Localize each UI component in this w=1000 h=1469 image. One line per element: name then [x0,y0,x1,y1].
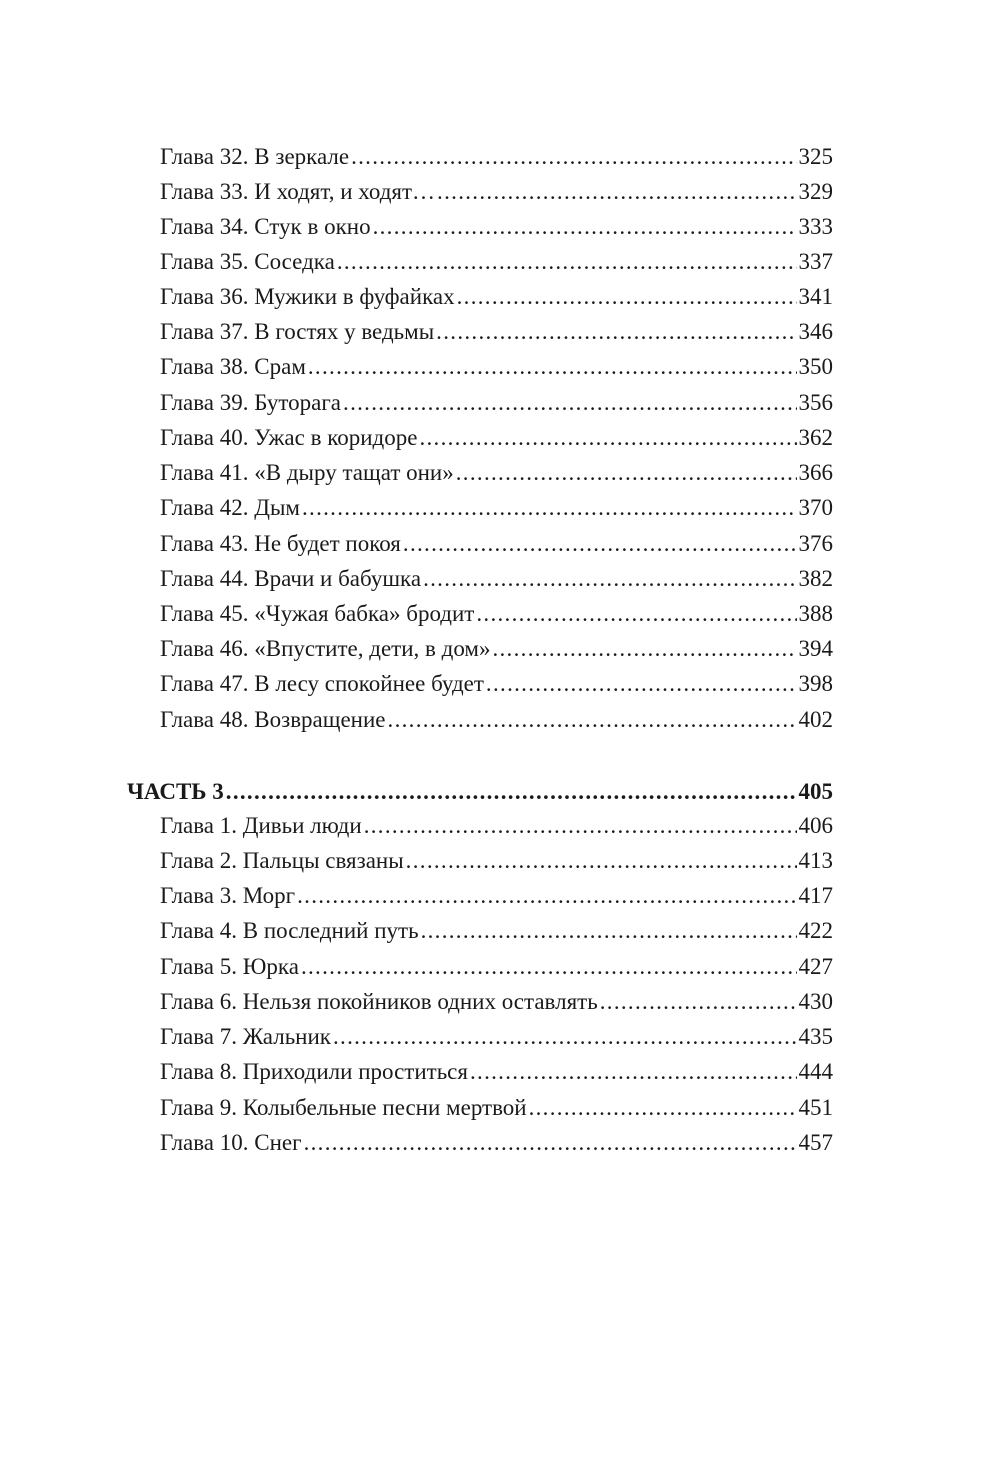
dot-leader [406,845,797,877]
page-number: 398 [798,671,833,696]
chapter-title: Глава 48. Возвращение [160,707,386,732]
chapter-title: Глава 6. Нельзя покойников одних оставлять [160,989,598,1014]
toc-entry-part3-chapter-9[interactable] [160,1092,833,1124]
dot-leader [457,281,797,313]
page-number: 346 [798,319,833,344]
page-number: 430 [798,989,833,1014]
dot-leader [421,915,797,947]
page-number: 356 [798,390,833,415]
dot-leader [403,528,797,560]
chapter-title: Глава 34. Стук в окно [160,214,371,239]
page-number: 405 [798,779,833,804]
chapter-title: Глава 42. Дым [160,495,300,520]
toc-entry-part-3[interactable] [127,776,833,808]
dot-leader [492,633,796,665]
chapter-title: Глава 33. И ходят, и ходят… [160,179,436,204]
toc-entry-part3-chapter-5[interactable] [160,951,833,983]
dot-leader [423,563,796,595]
chapter-title: Глава 5. Юрка [160,954,299,979]
dot-leader [486,668,797,700]
part-title: ЧАСТЬ 3 [127,779,224,804]
chapter-title: Глава 45. «Чужая бабка» бродит [160,601,475,626]
dot-leader [419,422,796,454]
page-number: 388 [798,601,833,626]
toc-entry-part3-chapter-1[interactable] [160,810,833,842]
page-number: 329 [798,179,833,204]
dot-leader [600,986,797,1018]
page-number: 350 [798,354,833,379]
dot-leader [373,211,797,243]
chapter-title: Глава 43. Не будет покоя [160,531,401,556]
page-number: 444 [798,1059,833,1084]
page-number: 362 [798,425,833,450]
dot-leader [364,810,797,842]
toc-entry-part3-chapter-8[interactable] [160,1056,833,1088]
chapter-title: Глава 8. Приходили проститься [160,1059,468,1084]
dot-leader [302,492,797,524]
dot-leader [351,141,796,173]
chapter-title: Глава 38. Срам [160,354,306,379]
toc-entry-part3-chapter-3[interactable] [160,880,833,912]
dot-leader [308,351,797,383]
toc-entry-chapter-38[interactable] [160,351,833,383]
toc-entry-chapter-48[interactable] [160,704,833,736]
dot-leader [388,704,797,736]
dot-leader [456,457,797,489]
page-number: 406 [798,813,833,838]
dot-leader [304,1127,797,1159]
chapter-title: Глава 36. Мужики в фуфайках [160,284,455,309]
page-number: 376 [798,531,833,556]
toc-entry-part3-chapter-10[interactable] [160,1127,833,1159]
toc-entry-chapter-47[interactable] [160,668,833,700]
toc-entry-chapter-43[interactable] [160,528,833,560]
dot-leader [476,598,796,630]
toc-entry-chapter-40[interactable] [160,422,833,454]
toc-entry-chapter-35[interactable] [160,246,833,278]
page-number: 325 [798,144,833,169]
page-number: 394 [798,636,833,661]
page-number: 427 [798,954,833,979]
chapter-title: Глава 35. Соседка [160,249,335,274]
chapter-title: Глава 32. В зеркале [160,144,350,169]
dot-leader [301,951,797,983]
page-number: 382 [798,566,833,591]
chapter-title: Глава 3. Морг [160,883,296,908]
toc-entry-chapter-45[interactable] [160,598,833,630]
page-number: 413 [798,848,833,873]
chapter-title: Глава 46. «Впустите, дети, в дом» [160,636,491,661]
page-number: 417 [798,883,833,908]
toc-entry-part3-chapter-7[interactable] [160,1021,833,1053]
toc-entry-part3-chapter-2[interactable] [160,845,833,877]
toc-entry-part3-chapter-6[interactable] [160,986,833,1018]
toc-entry-chapter-41[interactable] [160,457,833,489]
toc-entry-chapter-34[interactable] [160,211,833,243]
chapter-title: Глава 1. Дивьи люди [160,813,362,838]
dot-leader [226,776,797,808]
page-number: 422 [798,918,833,943]
chapter-title: Глава 10. Снег [160,1130,302,1155]
toc-entry-chapter-37[interactable] [160,316,833,348]
toc-entry-part3-chapter-4[interactable] [160,915,833,947]
chapter-title: Глава 7. Жальник [160,1024,331,1049]
dot-leader [333,1021,797,1053]
chapter-title: Глава 37. В гостях у ведьмы [160,319,435,344]
toc-entry-chapter-32[interactable] [160,141,833,173]
toc-entry-chapter-39[interactable] [160,387,833,419]
page-number: 451 [798,1095,833,1120]
dot-leader [529,1092,797,1124]
toc-entry-chapter-46[interactable] [160,633,833,665]
toc-entry-chapter-42[interactable] [160,492,833,524]
chapter-title: Глава 41. «В дыру тащат они» [160,460,454,485]
toc-entry-chapter-44[interactable] [160,563,833,595]
chapter-title: Глава 39. Буторага [160,390,342,415]
toc-entry-chapter-36[interactable] [160,281,833,313]
page-number: 457 [798,1130,833,1155]
dot-leader [337,246,797,278]
page-number: 435 [798,1024,833,1049]
chapter-title: Глава 47. В лесу спокойнее будет [160,671,484,696]
dot-leader [343,387,796,419]
page-number: 366 [798,460,833,485]
dot-leader [297,880,796,912]
chapter-title: Глава 44. Врачи и бабушка [160,566,422,591]
dot-leader [470,1056,797,1088]
page-number: 333 [798,214,833,239]
dot-leader [437,176,796,208]
page-number: 341 [798,284,833,309]
chapter-title: Глава 40. Ужас в коридоре [160,425,418,450]
chapter-title: Глава 4. В последний путь [160,918,419,943]
page-number: 337 [798,249,833,274]
chapter-title: Глава 2. Пальцы связаны [160,848,404,873]
dot-leader [436,316,796,348]
page-number: 370 [798,495,833,520]
page-number: 402 [798,707,833,732]
chapter-title: Глава 9. Колыбельные песни мертвой [160,1095,527,1120]
toc-entry-chapter-33[interactable] [160,176,833,208]
